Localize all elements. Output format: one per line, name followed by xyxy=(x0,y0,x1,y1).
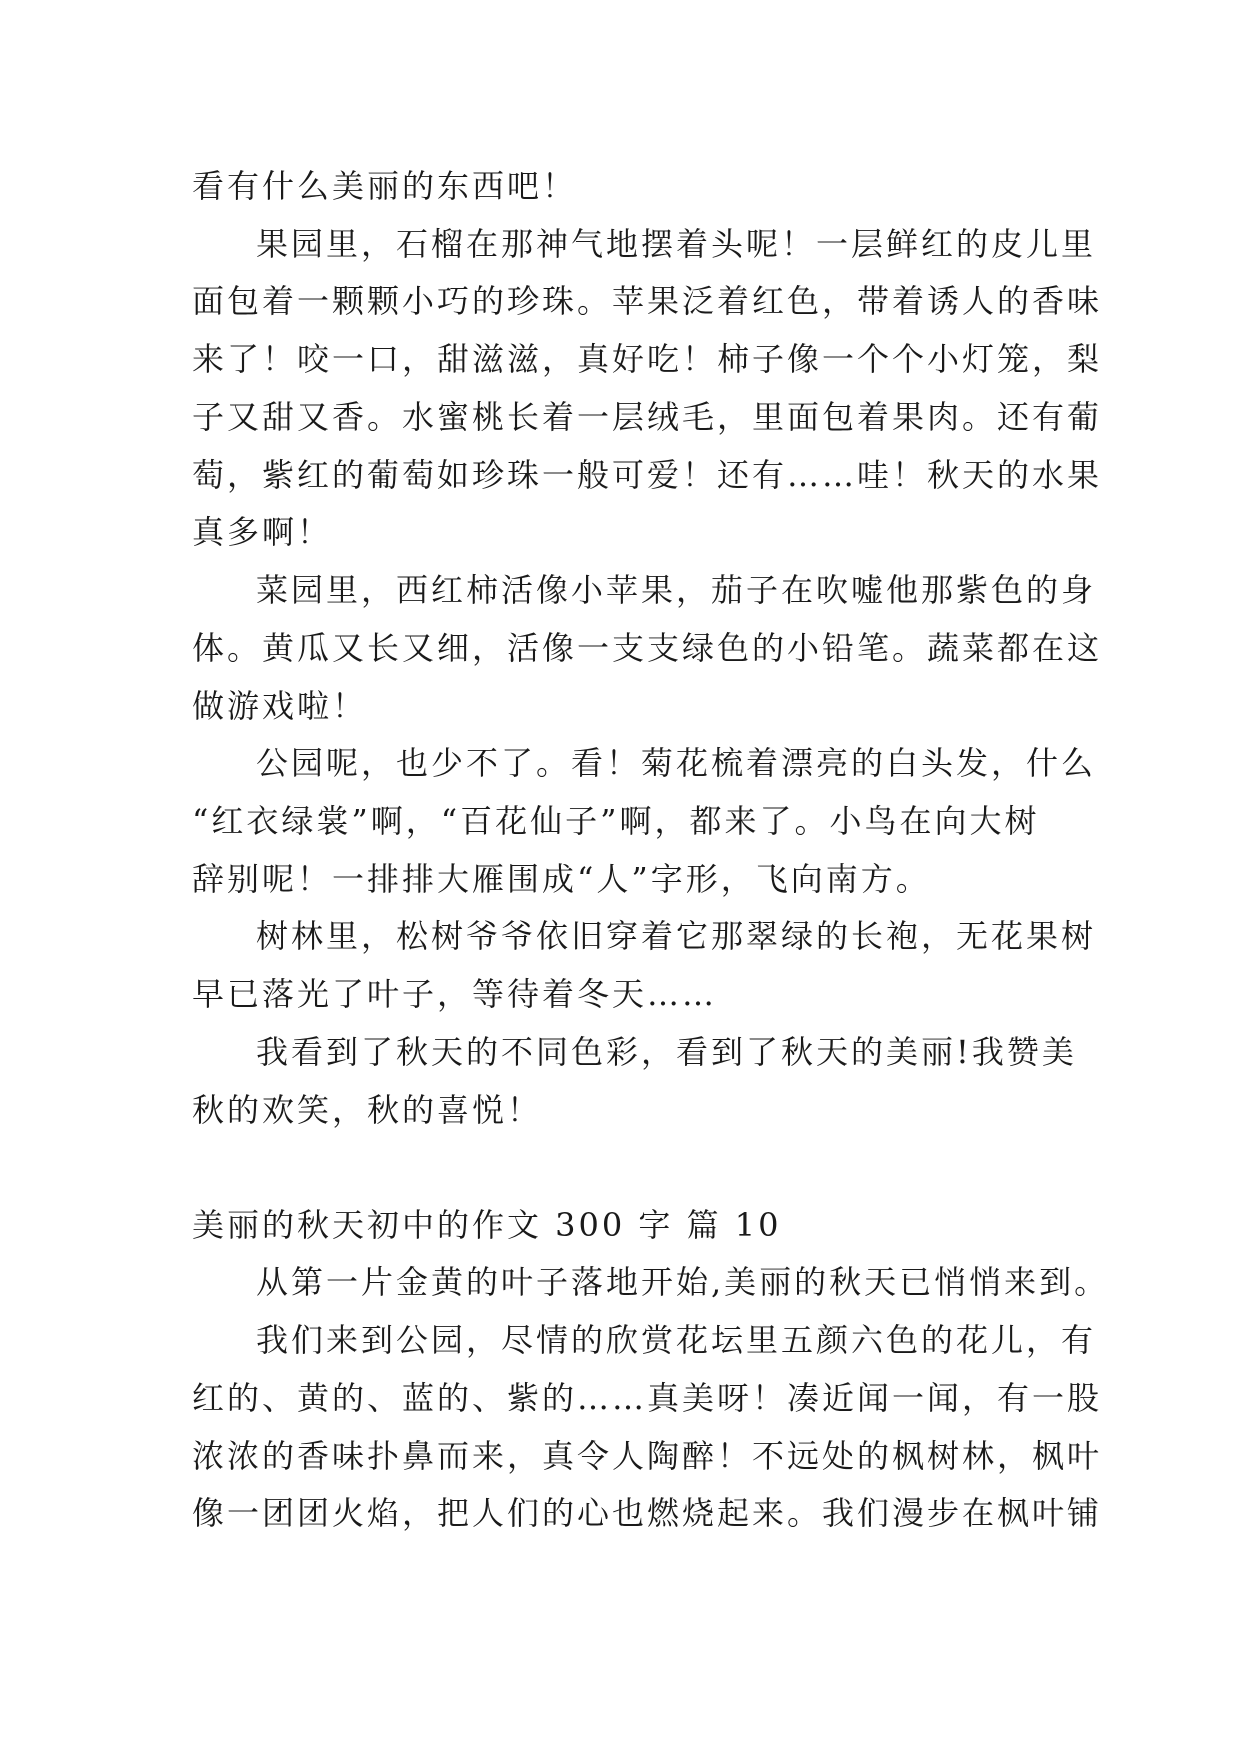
paragraph-first-line: 我们来到公园，尽情的欣赏花坛里五颜六色的花儿，有 xyxy=(256,1321,1097,1359)
paragraph-first-line: 我看到了秋天的不同色彩，看到了秋天的美丽!我赞美 xyxy=(256,1033,1077,1071)
text-line: 萄，紫红的葡萄如珍珠一般可爱！还有……哇！秋天的水果 xyxy=(192,456,1103,494)
text-line: 辞别呢！一排排大雁围成“人”字形，飞向南方。 xyxy=(192,860,931,898)
paragraph-first-line: 从第一片金黄的叶子落地开始,美丽的秋天已悄悄来到。 xyxy=(256,1263,1110,1301)
paragraph-first-line: 树林里，松树爷爷依旧穿着它那翠绿的长袍，无花果树 xyxy=(256,917,1097,955)
text-line: “红衣绿裳”啊，“百花仙子”啊，都来了。小鸟在向大树 xyxy=(192,802,1040,840)
text-line: 像一团团火焰，把人们的心也燃烧起来。我们漫步在枫叶铺 xyxy=(192,1494,1103,1532)
text-line: 体。黄瓜又长又细，活像一支支绿色的小铅笔。蔬菜都在这 xyxy=(192,629,1103,667)
text-line: 红的、黄的、蓝的、紫的……真美呀！凑近闻一闻，有一股 xyxy=(192,1379,1103,1417)
paragraph-first-line: 菜园里，西红柿活像小苹果，茄子在吹嘘他那紫色的身 xyxy=(256,571,1097,609)
paragraph-first-line: 果园里，石榴在那神气地摆着头呢！一层鲜红的皮儿里 xyxy=(256,225,1097,263)
section-heading: 美丽的秋天初中的作文 300 字 篇 10 xyxy=(192,1206,782,1244)
text-line: 真多啊！ xyxy=(192,513,333,551)
paragraph-first-line: 公园呢，也少不了。看！菊花梳着漂亮的白头发，什么 xyxy=(256,744,1097,782)
text-line: 早已落光了叶子，等待着冬天…… xyxy=(192,975,718,1013)
text-line: 面包着一颗颗小巧的珍珠。苹果泛着红色，带着诱人的香味 xyxy=(192,282,1103,320)
text-line: 来了！咬一口，甜滋滋，真好吃！柿子像一个个小灯笼，梨 xyxy=(192,340,1103,378)
text-line: 秋的欢笑，秋的喜悦！ xyxy=(192,1091,543,1129)
text-line: 做游戏啦！ xyxy=(192,687,368,725)
text-line: 看有什么美丽的东西吧！ xyxy=(192,167,578,205)
text-line: 浓浓的香味扑鼻而来，真令人陶醉！不远处的枫树林，枫叶 xyxy=(192,1437,1103,1475)
text-line: 子又甜又香。水蜜桃长着一层绒毛，里面包着果肉。还有葡 xyxy=(192,398,1103,436)
